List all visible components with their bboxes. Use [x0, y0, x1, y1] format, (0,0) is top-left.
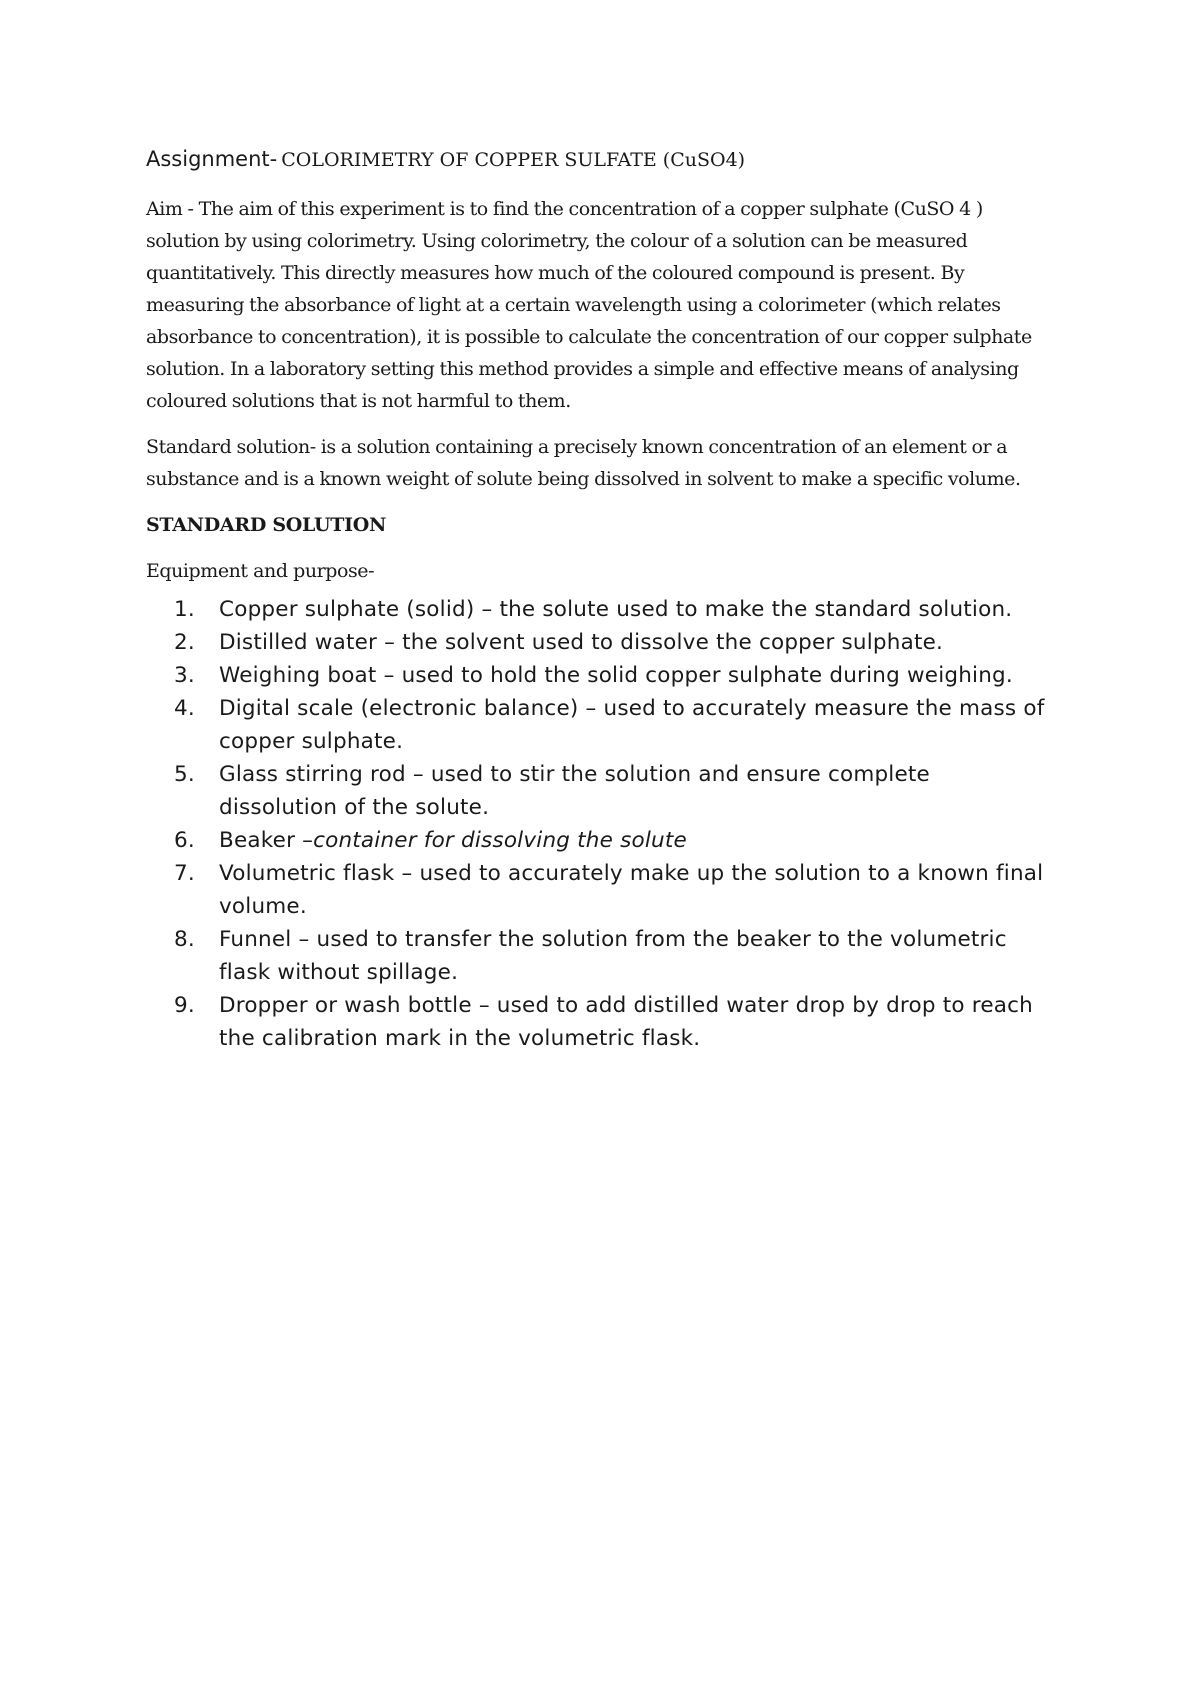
list-item — [146, 626, 1054, 659]
list-number: 2. — [174, 630, 195, 655]
aim-paragraph: Aim - The aim of this experiment is to find the concentration of a copper sulphate (CuSO 4 ) solution by using colorimetry. Using colorimetry, the colour of a solution can be measured quantitatively. This directly measures how much of the coloured compound is present. By measuring the absorbance of light at a certain wavelength using a colorimeter (which relates absorbance to concentration), it is possible to calculate the concentration of our copper sulphate solution. In a laboratory setting this method provides a simple and effective means of analysing coloured solutions that is not harmful to them. — [146, 198, 1032, 412]
list-number: 4. — [174, 696, 195, 721]
title-lead: Assignment- — [146, 147, 278, 171]
list-item — [146, 593, 1054, 626]
list-item — [146, 659, 1054, 692]
list-item — [146, 692, 1054, 758]
list-item-text: Copper sulphate (solid) – the solute used to make the standard solution. — [219, 597, 1013, 622]
assignment-title — [146, 142, 1076, 179]
list-item — [146, 758, 1054, 824]
list-item — [146, 857, 1054, 923]
list-item-text: Digital scale (electronic balance) – used to accurately measure the mass of copper sulphate. — [219, 696, 1045, 754]
title-text: COLORIMETRY OF COPPER SULFATE (CuSO4) — [281, 149, 746, 171]
list-number: 7. — [174, 861, 195, 886]
list-number: 3. — [174, 663, 195, 688]
equipment-label: Equipment and purpose- — [146, 560, 375, 582]
list-item-text: Dropper or wash bottle – used to add distilled water drop by drop to reach the calibration mark in the volumetric flask. — [219, 993, 1033, 1051]
list-item — [146, 824, 1054, 857]
list-item-text: Weighing boat – used to hold the solid copper sulphate during weighing. — [219, 663, 1013, 688]
section-heading: STANDARD SOLUTION — [146, 514, 387, 536]
document-page — [146, 142, 1076, 1055]
list-item-text: Distilled water – the solvent used to dissolve the copper sulphate. — [219, 630, 944, 655]
list-number: 9. — [174, 993, 195, 1018]
list-item-text: Funnel – used to transfer the solution from the beaker to the volumetric flask without spillage. — [219, 927, 1007, 985]
list-item-text: Beaker – — [219, 828, 314, 853]
list-number: 6. — [174, 828, 195, 853]
list-number: 5. — [174, 762, 195, 787]
list-number: 8. — [174, 927, 195, 952]
list-number: 1. — [174, 597, 195, 622]
list-item — [146, 989, 1054, 1055]
standard-solution-definition: Standard solution- is a solution containing a precisely known concentration of an element or a substance and is a known weight of solute being dissolved in solvent to make a specific volume. — [146, 436, 1021, 490]
list-item-italic-text: container for dissolving the solute — [313, 828, 687, 853]
equipment-list — [146, 593, 1076, 1055]
list-item-text: Glass stirring rod – used to stir the solution and ensure complete dissolution of the solute. — [219, 762, 930, 820]
list-item-text: Volumetric flask – used to accurately make up the solution to a known final volume. — [219, 861, 1044, 919]
list-item — [146, 923, 1054, 989]
